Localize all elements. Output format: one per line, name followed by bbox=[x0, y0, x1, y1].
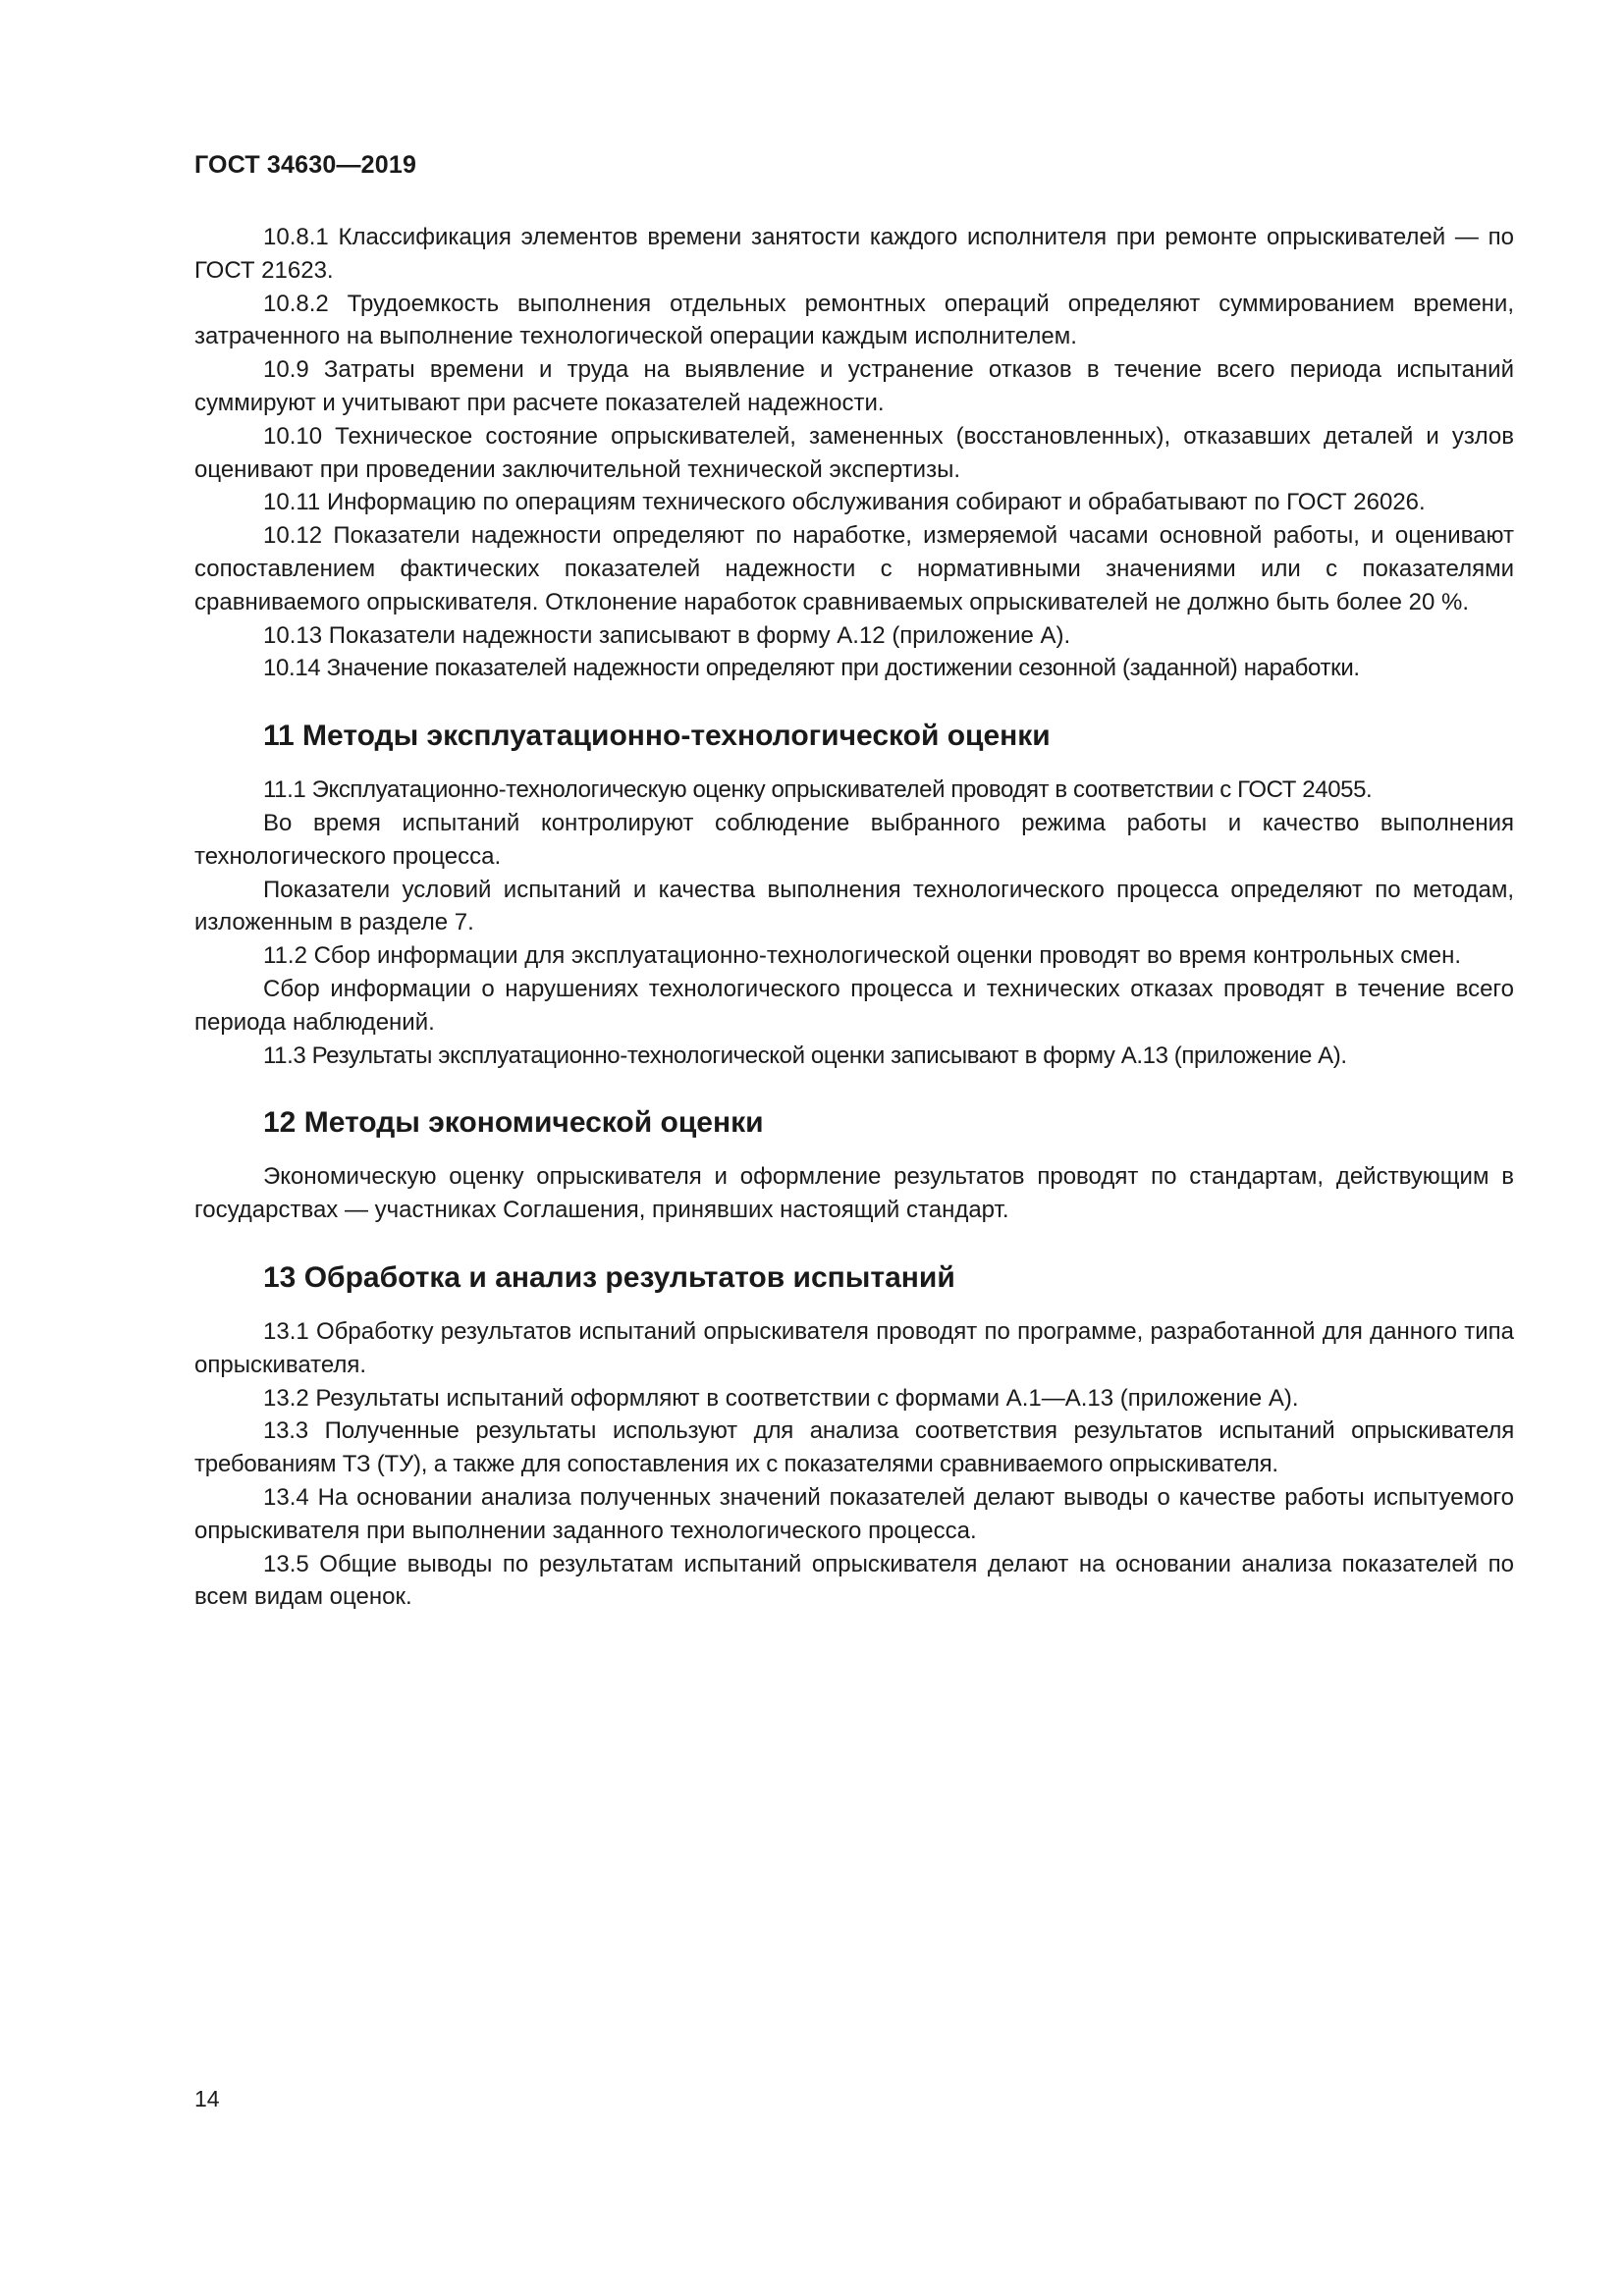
paragraph-10-10: 10.10 Техническое состояние опрыскивателей, замененных (восстановленных), отказавших деталей и узлов оценивают при проведении заключительной технической экспертизы. bbox=[194, 422, 1514, 483]
paragraph-13-5: 13.5 Общие выводы по результатам испытаний опрыскивателя делают на основании анализа показателей по всем видам оценок. bbox=[194, 1550, 1514, 1611]
paragraph-12: Экономическую оценку опрыскивателя и оформление результатов проводят по стандартам, действующим в государствах — участниках Соглашения, принявших настоящий стандарт. bbox=[194, 1163, 1514, 1224]
section-11-heading: 11 Методы эксплуатационно-технологической оценки bbox=[263, 720, 1051, 753]
paragraph-11-1: 11.1 Эксплуатационно-технологическую оценку опрыскивателей проводят в соответствии с ГОСТ 24055. bbox=[263, 776, 1373, 804]
paragraph-10-9: 10.9 Затраты времени и труда на выявление и устранение отказов в течение всего периода испытаний суммируют и учитывают при расчете показателей надежности. bbox=[194, 356, 1514, 416]
paragraph-13-3: 13.3 Полученные результаты используют для анализа соответствия результатов испытаний опрыскивателя требованиям ТЗ (ТУ), а также для сопоставления их с показателями сравниваемого опрыскивателя. bbox=[194, 1417, 1514, 1478]
paragraph-13-4: 13.4 На основании анализа полученных значений показателей делают выводы о качестве работы испытуемого опрыскивателя при выполнении заданного технологического процесса. bbox=[194, 1483, 1514, 1544]
paragraph-11-3: 11.3 Результаты эксплуатационно-технологической оценки записывают в форму А.13 (приложение А). bbox=[263, 1041, 1347, 1069]
page-number: 14 bbox=[194, 2086, 220, 2111]
paragraph-10-12: 10.12 Показатели надежности определяют по наработке, измеряемой часами основной работы, и оценивают сопоставлением фактических показателей надежности с нормативными значениями или с показателями сравниваемого опрыскивателя. Отклонение наработок сравниваемых опрыскивателей не должно быть более 20 %. bbox=[194, 522, 1514, 615]
paragraph-11-2: 11.2 Сбор информации для эксплуатационно-технологической оценки проводят во время контрольных смен. bbox=[263, 942, 1462, 970]
paragraph-13-2: 13.2 Результаты испытаний оформляют в соответствии с формами А.1—А.13 (приложение А). bbox=[263, 1384, 1299, 1412]
paragraph-10-14: 10.14 Значение показателей надежности определяют при достижении сезонной (заданной) наработки. bbox=[263, 655, 1360, 682]
paragraph-13-1: 13.1 Обработку результатов испытаний опрыскивателя проводят по программе, разработанной для данного типа опрыскивателя. bbox=[194, 1317, 1514, 1378]
section-12-heading: 12 Методы экономической оценки bbox=[263, 1106, 764, 1140]
section-13-heading: 13 Обработка и анализ результатов испытаний bbox=[263, 1260, 955, 1294]
paragraph-11-2-b: Сбор информации о нарушениях технологического процесса и технических отказах проводят в течение всего периода наблюдений. bbox=[194, 975, 1514, 1036]
document-header: ГОСТ 34630—2019 bbox=[194, 151, 417, 179]
paragraph-11-1-c: Показатели условий испытаний и качества выполнения технологического процесса определяют по методам, изложенным в разделе 7. bbox=[194, 876, 1514, 936]
document-body bbox=[194, 221, 1514, 1614]
paragraph-10-11: 10.11 Информацию по операциям технического обслуживания собирают и обрабатывают по ГОСТ 26026. bbox=[263, 489, 1426, 516]
paragraph-11-1-b: Во время испытаний контролируют соблюдение выбранного режима работы и качество выполнения технологического процесса. bbox=[194, 809, 1514, 870]
paragraph-10-13: 10.13 Показатели надежности записывают в форму А.12 (приложение А). bbox=[263, 621, 1071, 649]
paragraph-10-8-2: 10.8.2 Трудоемкость выполнения отдельных ремонтных операций определяют суммированием времени, затраченного на выполнение технологической операции каждым исполнителем. bbox=[194, 290, 1514, 350]
paragraph-10-8-1: 10.8.1 Классификация элементов времени занятости каждого исполнителя при ремонте опрыскивателей — по ГОСТ 21623. bbox=[194, 224, 1514, 284]
